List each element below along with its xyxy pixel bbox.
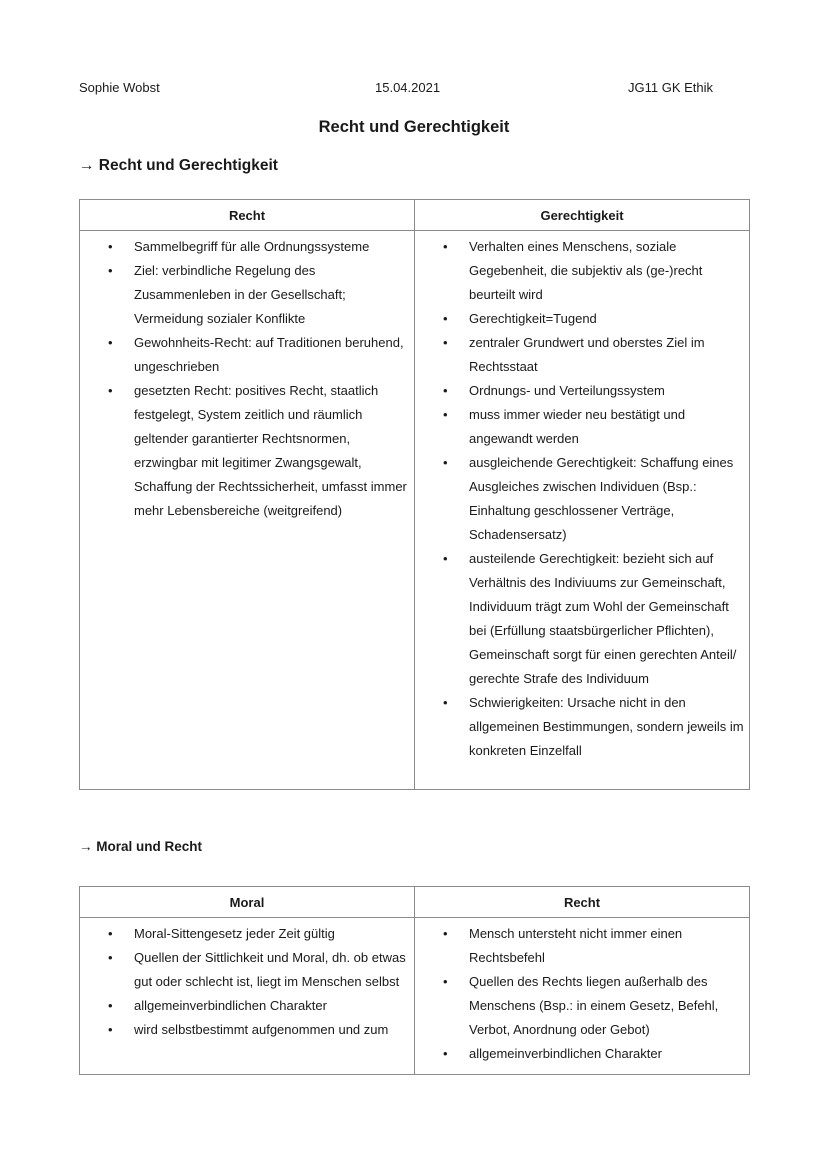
list-item: • Mensch untersteht nicht immer einen Rechtsbefehl [415, 922, 745, 970]
list-item: • Schwierigkeiten: Ursache nicht in den allgemeinen Bestimmungen, sondern jeweils im konkreten Einzelfall [415, 691, 745, 763]
table-recht-gerechtigkeit [79, 199, 750, 790]
section-heading-moral-recht: → Moral und Recht [79, 839, 203, 854]
list-item: • allgemeinverbindlichen Charakter [415, 1042, 745, 1066]
table-header-row [80, 200, 750, 231]
list-item: • ausgleichende Gerechtigkeit: Schaffung eines Ausgleiches zwischen Individuen (Bsp.: Einhaltung geschlossener Verträge, Schadensersatz) [415, 451, 745, 547]
list-item: • Ziel: verbindliche Regelung des Zusammenleben in der Gesellschaft; Vermeidung sozialer Konflikte [80, 259, 410, 331]
list-item: • Moral-Sittengesetz jeder Zeit gültig [80, 922, 410, 946]
column-header-moral: Moral [80, 887, 415, 918]
list-item: • austeilende Gerechtigkeit: bezieht sich auf Verhältnis des Indiviuums zur Gemeinschaft, Individuum trägt zum Wohl der Gemeinschaft bei (Erfüllung staatsbürgerlicher Pflichten), Gemeinschaft sorgt für einen gerechten Anteil/ gerechte Strafe des Individuum [415, 547, 745, 691]
document-title: Recht und Gerechtigkeit [318, 118, 510, 136]
author-name: Sophie Wobst [79, 80, 160, 95]
list-item: • Ordnungs- und Verteilungssystem [415, 379, 745, 403]
list-item: • muss immer wieder neu bestätigt und angewandt werden [415, 403, 745, 451]
cell-recht [80, 231, 415, 790]
list-item: • zentraler Grundwert und oberstes Ziel im Rechtsstaat [415, 331, 745, 379]
column-header-recht: Recht [80, 200, 415, 231]
document-date: 15.04.2021 [375, 80, 441, 95]
list-item: • wird selbstbestimmt aufgenommen und zum [80, 1018, 410, 1042]
list-item: • Verhalten eines Menschens, soziale Gegebenheit, die subjektiv als (ge-)recht beurteilt wird [415, 235, 745, 307]
list-item: • Quellen des Rechts liegen außerhalb des Menschens (Bsp.: in einem Gesetz, Befehl, Verbot, Anordnung oder Gebot) [415, 970, 745, 1042]
list-item: • allgemeinverbindlichen Charakter [80, 994, 410, 1018]
cell-gerechtigkeit [415, 231, 750, 790]
list-item: • Sammelbegriff für alle Ordnungssysteme [80, 235, 410, 259]
bullet-list-recht [80, 235, 410, 523]
bullet-list-gerechtigkeit [415, 235, 745, 763]
table-moral-recht [79, 886, 750, 1075]
table-header-row [80, 887, 750, 918]
column-header-recht: Recht [415, 887, 750, 918]
list-item: • Gewohnheits-Recht: auf Traditionen beruhend, ungeschrieben [80, 331, 410, 379]
course-label: JG11 GK Ethik [627, 80, 713, 95]
bullet-list-moral [80, 922, 410, 1042]
section-heading-recht-gerechtigkeit: → Recht und Gerechtigkeit [79, 157, 278, 174]
page-header [79, 80, 749, 100]
bullet-list-recht [415, 922, 745, 1066]
cell-recht [415, 918, 750, 1075]
list-item: • Gerechtigkeit=Tugend [415, 307, 745, 331]
table-body-row [80, 918, 750, 1075]
column-header-gerechtigkeit: Gerechtigkeit [415, 200, 750, 231]
list-item: • Quellen der Sittlichkeit und Moral, dh. ob etwas gut oder schlecht ist, liegt im Menschen selbst [80, 946, 410, 994]
table-body-row [80, 231, 750, 790]
list-item: • gesetzten Recht: positives Recht, staatlich festgelegt, System zeitlich und räumlich geltender garantierter Rechtsnormen, erzwingbar mit legitimer Zwangsgewalt, Schaffung der Rechtssicherheit, umfasst immer mehr Lebensbereiche (weitgreifend) [80, 379, 410, 523]
cell-moral [80, 918, 415, 1075]
